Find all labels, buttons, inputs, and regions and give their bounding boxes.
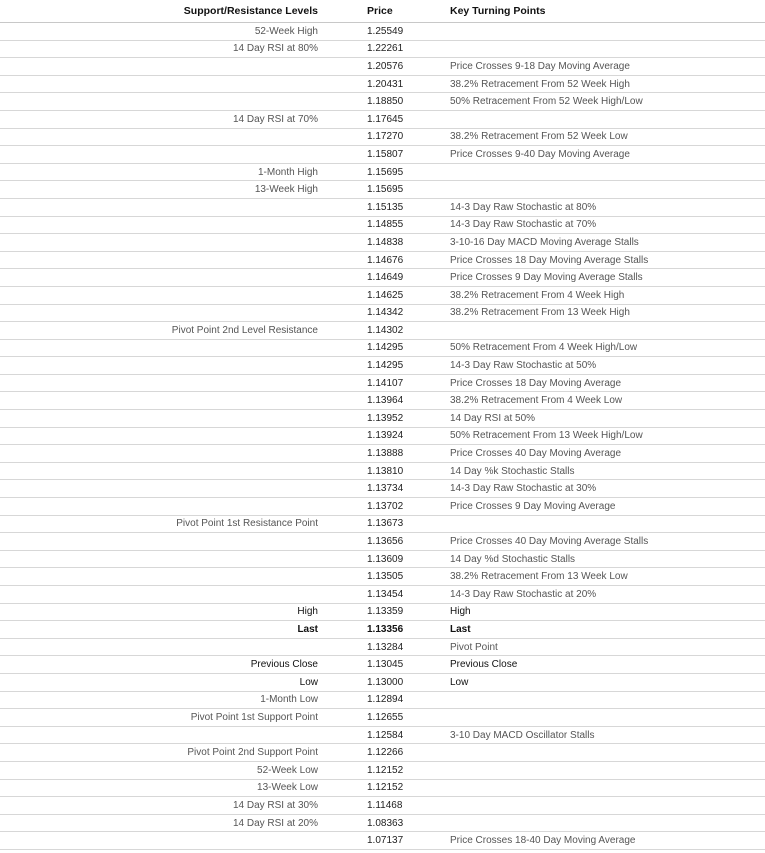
level-cell xyxy=(0,251,324,269)
turning-point-cell: Previous Close xyxy=(440,656,765,674)
turning-point-cell xyxy=(440,691,765,709)
price-cell: 1.13454 xyxy=(324,586,440,604)
level-cell xyxy=(0,304,324,322)
price-cell: 1.14342 xyxy=(324,304,440,322)
level-cell: High xyxy=(0,603,324,621)
table-row xyxy=(0,234,765,252)
table-row xyxy=(0,691,765,709)
table-row xyxy=(0,462,765,480)
table-row xyxy=(0,392,765,410)
price-cell: 1.13952 xyxy=(324,410,440,428)
turning-point-cell: 38.2% Retracement From 4 Week Low xyxy=(440,392,765,410)
turning-point-cell: 14-3 Day Raw Stochastic at 30% xyxy=(440,480,765,498)
level-cell: 14 Day RSI at 80% xyxy=(0,40,324,58)
price-cell: 1.13702 xyxy=(324,498,440,516)
level-cell xyxy=(0,357,324,375)
price-cell: 1.13734 xyxy=(324,480,440,498)
table-row xyxy=(0,374,765,392)
turning-point-cell: Price Crosses 9-40 Day Moving Average xyxy=(440,146,765,164)
level-cell xyxy=(0,410,324,428)
level-cell: Low xyxy=(0,673,324,691)
price-cell: 1.13505 xyxy=(324,568,440,586)
level-cell: Pivot Point 2nd Support Point xyxy=(0,744,324,762)
turning-point-cell xyxy=(440,23,765,41)
price-column-header: Price xyxy=(324,0,440,23)
turning-point-cell: High xyxy=(440,603,765,621)
price-cell: 1.12152 xyxy=(324,761,440,779)
turning-point-cell: 38.2% Retracement From 13 Week Low xyxy=(440,568,765,586)
price-cell: 1.25549 xyxy=(324,23,440,41)
level-cell xyxy=(0,726,324,744)
price-cell: 1.17270 xyxy=(324,128,440,146)
level-cell xyxy=(0,392,324,410)
turning-point-cell: Low xyxy=(440,673,765,691)
table-row xyxy=(0,269,765,287)
turning-point-cell: 3-10-16 Day MACD Moving Average Stalls xyxy=(440,234,765,252)
level-cell: 13-Week High xyxy=(0,181,324,199)
price-cell: 1.14676 xyxy=(324,251,440,269)
turning-point-cell xyxy=(440,322,765,340)
turning-point-cell: 38.2% Retracement From 13 Week High xyxy=(440,304,765,322)
level-cell xyxy=(0,374,324,392)
table-row xyxy=(0,832,765,850)
turning-point-cell xyxy=(440,814,765,832)
level-cell: 52-Week High xyxy=(0,23,324,41)
table-row xyxy=(0,110,765,128)
table-row xyxy=(0,128,765,146)
price-cell: 1.08363 xyxy=(324,814,440,832)
table-body xyxy=(0,23,765,850)
table-row xyxy=(0,216,765,234)
price-cell: 1.20431 xyxy=(324,75,440,93)
turning-point-cell: Price Crosses 18-40 Day Moving Average xyxy=(440,832,765,850)
price-cell: 1.20576 xyxy=(324,58,440,76)
price-cell: 1.14625 xyxy=(324,286,440,304)
turning-point-cell: 14-3 Day Raw Stochastic at 50% xyxy=(440,357,765,375)
table-row xyxy=(0,621,765,639)
turning-point-cell: Price Crosses 40 Day Moving Average Stalls xyxy=(440,533,765,551)
turning-point-cell: 50% Retracement From 52 Week High/Low xyxy=(440,93,765,111)
table-row xyxy=(0,761,765,779)
level-cell xyxy=(0,462,324,480)
price-cell: 1.07137 xyxy=(324,832,440,850)
turning-point-cell xyxy=(440,779,765,797)
turning-point-cell: Price Crosses 9-18 Day Moving Average xyxy=(440,58,765,76)
turning-point-cell: 14-3 Day Raw Stochastic at 80% xyxy=(440,198,765,216)
table-row xyxy=(0,181,765,199)
price-cell: 1.12584 xyxy=(324,726,440,744)
turning-point-cell: 14-3 Day Raw Stochastic at 20% xyxy=(440,586,765,604)
table-row xyxy=(0,93,765,111)
price-cell: 1.14649 xyxy=(324,269,440,287)
table-row xyxy=(0,797,765,815)
turning-point-cell xyxy=(440,515,765,533)
level-cell: Previous Close xyxy=(0,656,324,674)
price-cell: 1.14838 xyxy=(324,234,440,252)
level-cell xyxy=(0,480,324,498)
table-row xyxy=(0,286,765,304)
table-row xyxy=(0,357,765,375)
price-cell: 1.13673 xyxy=(324,515,440,533)
table-row xyxy=(0,427,765,445)
table-row xyxy=(0,673,765,691)
table-row xyxy=(0,638,765,656)
level-cell: Pivot Point 2nd Level Resistance xyxy=(0,322,324,340)
price-cell: 1.15695 xyxy=(324,163,440,181)
table-row xyxy=(0,656,765,674)
price-cell: 1.12152 xyxy=(324,779,440,797)
table-row xyxy=(0,304,765,322)
table-row xyxy=(0,603,765,621)
level-cell xyxy=(0,586,324,604)
price-cell: 1.13359 xyxy=(324,603,440,621)
price-cell: 1.13284 xyxy=(324,638,440,656)
price-cell: 1.12655 xyxy=(324,709,440,727)
level-cell: Last xyxy=(0,621,324,639)
turning-point-cell xyxy=(440,40,765,58)
price-cell: 1.17645 xyxy=(324,110,440,128)
turning-point-cell xyxy=(440,181,765,199)
header-row xyxy=(0,0,765,23)
table-row xyxy=(0,251,765,269)
turning-points-column-header: Key Turning Points xyxy=(440,0,765,23)
level-cell xyxy=(0,533,324,551)
level-cell: 13-Week Low xyxy=(0,779,324,797)
price-cell: 1.15695 xyxy=(324,181,440,199)
table-row xyxy=(0,163,765,181)
level-cell xyxy=(0,568,324,586)
turning-point-cell xyxy=(440,797,765,815)
turning-point-cell: 14-3 Day Raw Stochastic at 70% xyxy=(440,216,765,234)
turning-point-cell: Pivot Point xyxy=(440,638,765,656)
turning-point-cell: 14 Day RSI at 50% xyxy=(440,410,765,428)
table-row xyxy=(0,410,765,428)
turning-point-cell: 14 Day %k Stochastic Stalls xyxy=(440,462,765,480)
level-cell xyxy=(0,269,324,287)
table-row xyxy=(0,726,765,744)
level-cell xyxy=(0,550,324,568)
table-row xyxy=(0,779,765,797)
level-cell xyxy=(0,75,324,93)
turning-point-cell: Price Crosses 18 Day Moving Average xyxy=(440,374,765,392)
turning-point-cell: 3-10 Day MACD Oscillator Stalls xyxy=(440,726,765,744)
price-cell: 1.13924 xyxy=(324,427,440,445)
turning-point-cell: 50% Retracement From 13 Week High/Low xyxy=(440,427,765,445)
price-cell: 1.11468 xyxy=(324,797,440,815)
table-row xyxy=(0,568,765,586)
table-row xyxy=(0,198,765,216)
price-cell: 1.14295 xyxy=(324,357,440,375)
level-cell xyxy=(0,128,324,146)
turning-point-cell xyxy=(440,709,765,727)
level-cell xyxy=(0,234,324,252)
turning-point-cell xyxy=(440,761,765,779)
turning-point-cell: 50% Retracement From 4 Week High/Low xyxy=(440,339,765,357)
turning-point-cell: 14 Day %d Stochastic Stalls xyxy=(440,550,765,568)
table-row xyxy=(0,586,765,604)
table-row xyxy=(0,515,765,533)
table-row xyxy=(0,75,765,93)
table-row xyxy=(0,58,765,76)
level-cell xyxy=(0,93,324,111)
level-cell xyxy=(0,286,324,304)
table-row xyxy=(0,23,765,41)
table-row xyxy=(0,709,765,727)
price-cell: 1.12894 xyxy=(324,691,440,709)
level-cell xyxy=(0,216,324,234)
price-cell: 1.22261 xyxy=(324,40,440,58)
turning-point-cell: Price Crosses 40 Day Moving Average xyxy=(440,445,765,463)
table-row xyxy=(0,744,765,762)
level-cell xyxy=(0,445,324,463)
price-cell: 1.14855 xyxy=(324,216,440,234)
level-cell xyxy=(0,146,324,164)
turning-point-cell xyxy=(440,163,765,181)
table-row xyxy=(0,550,765,568)
table-row xyxy=(0,445,765,463)
turning-point-cell xyxy=(440,744,765,762)
price-cell: 1.13656 xyxy=(324,533,440,551)
table-row xyxy=(0,814,765,832)
table-row xyxy=(0,40,765,58)
table-row xyxy=(0,498,765,516)
price-cell: 1.13000 xyxy=(324,673,440,691)
table-row xyxy=(0,339,765,357)
table-row xyxy=(0,533,765,551)
price-cell: 1.14302 xyxy=(324,322,440,340)
turning-point-cell xyxy=(440,110,765,128)
turning-point-cell: Price Crosses 9 Day Moving Average xyxy=(440,498,765,516)
turning-point-cell: 38.2% Retracement From 52 Week Low xyxy=(440,128,765,146)
table-row xyxy=(0,146,765,164)
price-cell: 1.13356 xyxy=(324,621,440,639)
level-cell: 1-Month High xyxy=(0,163,324,181)
price-cell: 1.13810 xyxy=(324,462,440,480)
level-cell: 14 Day RSI at 70% xyxy=(0,110,324,128)
turning-point-cell: 38.2% Retracement From 52 Week High xyxy=(440,75,765,93)
table-row xyxy=(0,480,765,498)
level-cell: Pivot Point 1st Support Point xyxy=(0,709,324,727)
turning-point-cell: Price Crosses 18 Day Moving Average Stalls xyxy=(440,251,765,269)
price-cell: 1.15807 xyxy=(324,146,440,164)
level-cell: 14 Day RSI at 30% xyxy=(0,797,324,815)
price-cell: 1.15135 xyxy=(324,198,440,216)
turning-point-cell: Last xyxy=(440,621,765,639)
level-cell xyxy=(0,58,324,76)
level-cell xyxy=(0,427,324,445)
price-cell: 1.13609 xyxy=(324,550,440,568)
price-cell: 1.13964 xyxy=(324,392,440,410)
price-cell: 1.12266 xyxy=(324,744,440,762)
price-cell: 1.18850 xyxy=(324,93,440,111)
price-cell: 1.13045 xyxy=(324,656,440,674)
price-cell: 1.13888 xyxy=(324,445,440,463)
price-cell: 1.14295 xyxy=(324,339,440,357)
turning-point-cell: 38.2% Retracement From 4 Week High xyxy=(440,286,765,304)
level-cell xyxy=(0,198,324,216)
level-cell xyxy=(0,498,324,516)
level-cell: Pivot Point 1st Resistance Point xyxy=(0,515,324,533)
table-row xyxy=(0,322,765,340)
level-cell xyxy=(0,638,324,656)
level-cell: 52-Week Low xyxy=(0,761,324,779)
level-cell xyxy=(0,832,324,850)
level-cell xyxy=(0,339,324,357)
levels-column-header: Support/Resistance Levels xyxy=(0,0,324,23)
turning-point-cell: Price Crosses 9 Day Moving Average Stalls xyxy=(440,269,765,287)
level-cell: 14 Day RSI at 20% xyxy=(0,814,324,832)
level-cell: 1-Month Low xyxy=(0,691,324,709)
price-cell: 1.14107 xyxy=(324,374,440,392)
